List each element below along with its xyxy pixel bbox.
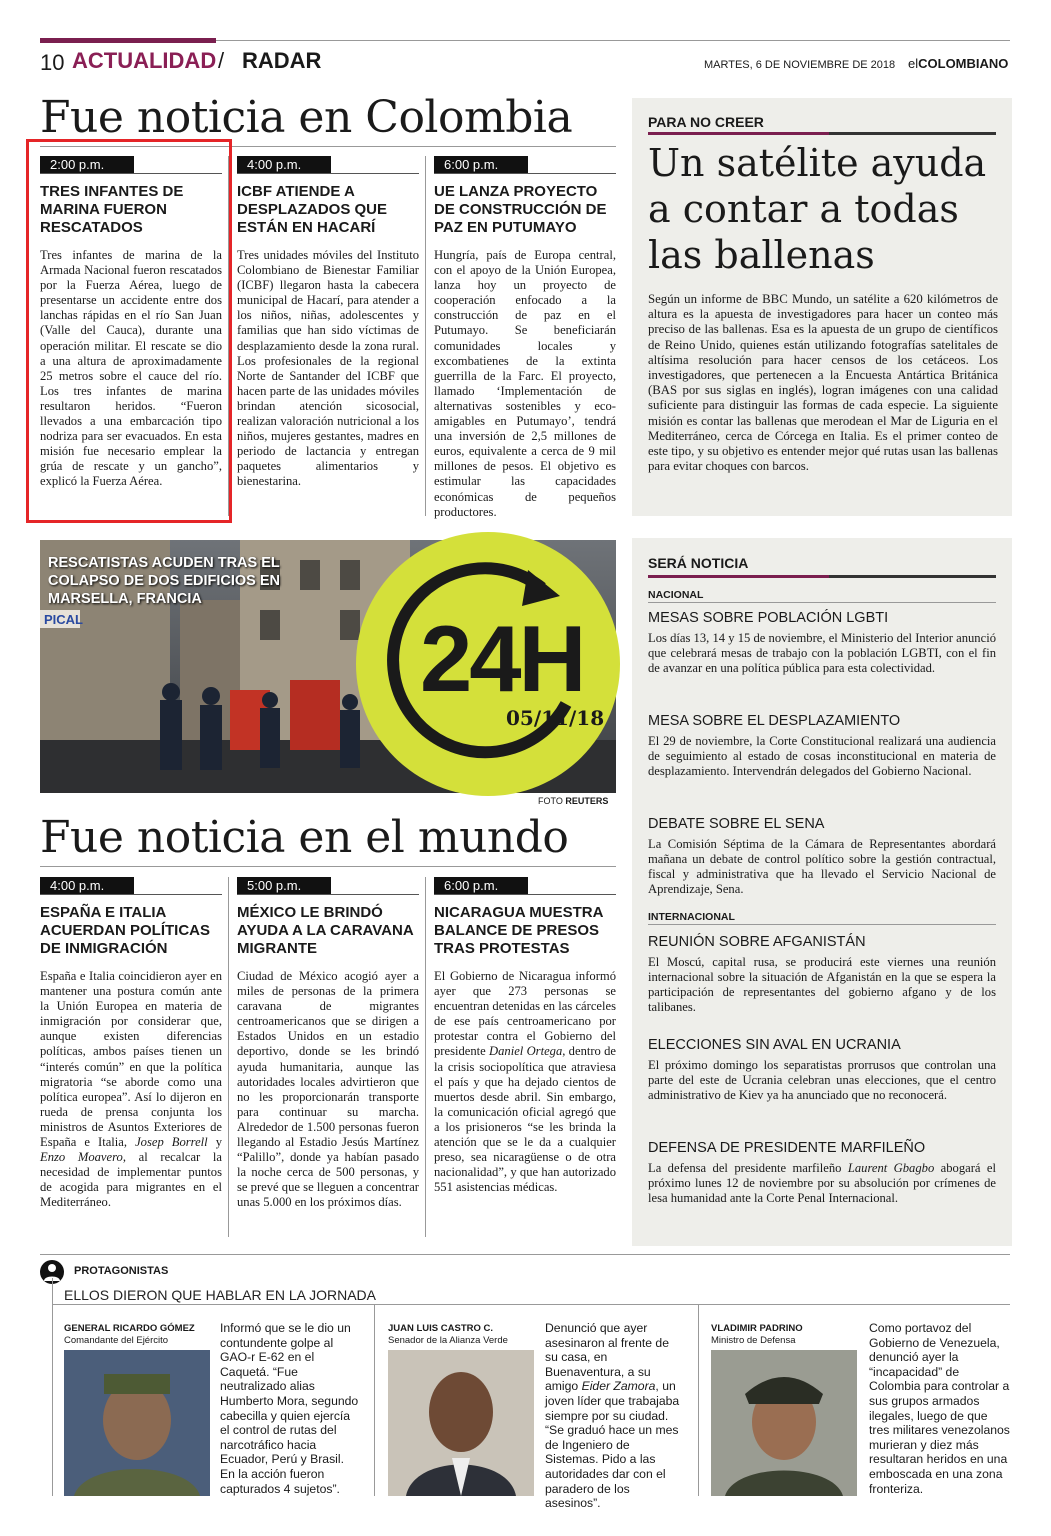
story-body: El Gobierno de Nicaragua informó ayer que 273 personas se encuentran detenidas en las cárceles de ese país centroamericano por protestar contra el Gobierno del presidente Daniel Ortega, dentro de la crisis sociopolítica que atraviesa el país y que ha dejado cientos de muertos desde abril. Sin embargo, la comunicación oficial agregó que a los prisioneros “se les brinda la atención que se le da a cualquier preso, sea nicaragüense o de otra nacionalidad”, y que han autorizado 551 asistencias médicas. <box>434 969 617 1195</box>
column-divider <box>425 156 426 516</box>
story-headline: ICBF ATIENDE A DESPLAZADOS QUE ESTÁN EN HACARÍ <box>237 183 388 236</box>
protagonist-photo <box>711 1350 857 1496</box>
story-body: Tres infantes de marina de la Armada Nacional fueron rescatados por la Fuerza Aérea, luego de presentarse un accidente entre dos lanchas rápidas en el río San Juan (Valle del Cauca), durante una operación militar. El rescate se dio a una altura de aproximadamente 25 metros sobre el cauce del río. Los tres infantes de marina resultaron heridos. “Fueron llevados a una embarcación tipo nodriza para ser evacuados. En esta misión fue necesario emplear la grúa de rescate y un gancho”, explicó la Fuerza Aérea. <box>40 248 222 489</box>
subsection-name: RADAR <box>242 48 322 73</box>
highlight-box <box>26 139 232 523</box>
protagonistas-rule <box>40 1254 1010 1255</box>
panel-label: PARA NO CREER <box>648 114 764 130</box>
protagonist-role: Ministro de Defensa <box>711 1335 796 1346</box>
24h-badge <box>356 528 628 800</box>
story-headline: NICARAGUA MUESTRA BALANCE DE PRESOS TRAS PROTESTAS <box>434 904 603 957</box>
page-number: 10 <box>40 50 65 75</box>
story-time: 4:00 p.m. <box>237 156 331 173</box>
event-headline: MESAS SOBRE POBLACIÓN LGBTI <box>648 610 889 626</box>
panel-label: SERÁ NOTICIA <box>648 555 749 571</box>
photo-caption: RESCATISTAS ACUDEN TRAS EL COLAPSO DE DOS EDIFICIOS EN MARSELLA, FRANCIA <box>48 555 281 607</box>
protagonistas-label: PROTAGONISTAS <box>74 1265 169 1277</box>
panel-rule <box>648 132 996 135</box>
event-body: El 29 de noviembre, la Corte Constitucional realizará una audiencia de seguimiento al estado de cosas inconstitucional en materia de desplazamiento. Intervendrán delegados del Gobierno Nacional. <box>648 734 996 778</box>
newspaper-logo: elCOLOMBIANO <box>908 56 1009 71</box>
story-time: 6:00 p.m. <box>434 877 528 894</box>
protagonist-name: JUAN LUIS CASTRO C. <box>388 1323 494 1334</box>
story-body: España e Italia coincidieron ayer en mantener una postura común ante la Unión Europea en materia de inmigración por considerar que, aunque existen diferencias políticas, ambos países tienen un “interés común” en que la política migratoria “se aborde como una política europea”. Así lo dijeron en rueda de prensa conjunta los ministros de Asuntos Exteriores de España e Italia, Josep Borrell y Enzo Moavero, al recalcar la necesidad de implementar puntos de acogida para migrantes en el Mediterráneo. <box>40 969 223 1210</box>
story-body: Hungría, país de Europa central, con el apoyo de la Unión Europea, lanza hoy un proyecto de cooperación enfocado a la construcción de paz en el Putumayo. Se beneficiarán comunidades locales y excombatienes de la extinta guerrilla de la Farc. El proyecto, llamado ‘Implementación de alternativas sostenibles y eco-amigables en Putumayo’, tendrá una inversión de 2,5 millones de euros, equivalente a cerca de 9 mil millones de pesos. El objetivo es estimular las capacidades económicas de pequeños productores. <box>434 248 616 519</box>
mundo-story-1 <box>40 877 222 1211</box>
story-headline: UE LANZA PROYECTO DE CONSTRUCCIÓN DE PAZ EN PUTUMAYO <box>434 183 607 236</box>
panel-rule <box>648 575 996 578</box>
event-body: El próximo domingo los separatistas prorrusos que controlan una parte del este de Ucrania celebran unas elecciones, que el centro administrativo de Kiev ya ha anunciado que no reconocerá. <box>648 1058 996 1102</box>
event-body: La Comisión Séptima de la Cámara de Representantes abordará mañana un debate de control político sobre la gestión contractual, fiscal y administrativa que ha llevado el Servicio Nacional de Aprendizaje, Sena. <box>648 837 996 896</box>
category-international: INTERNACIONAL <box>648 911 735 923</box>
header-accent-bar <box>40 38 216 43</box>
protagonist-divider <box>698 1304 699 1496</box>
section-separator: / <box>218 48 225 73</box>
shop-sign-text: PICAL <box>44 612 83 627</box>
event-headline: DEFENSA DE PRESIDENTE MARFILEÑO <box>648 1140 926 1156</box>
protagonist-divider <box>374 1304 375 1496</box>
story-time: 5:00 p.m. <box>237 877 331 894</box>
mundo-title-rule <box>40 866 616 867</box>
story-body: Tres unidades móviles del Instituto Colombiano de Bienestar Familiar (ICBF) llegaron hasta la cabecera municipal de Hacarí, para atender a los niños, niñas, adolescentes y familias que han sido víctimas de desplazamiento desde la zona rural. Los profesionales de la regional Norte de Santander del ICBF que hacen parte de las unidades móviles brindan atención sicosocial, realizan valoración nutricional a los niños, mujeres gestantes, madres en periodo de lactancia y entregan paquetes alimentarios y bienestarina. <box>237 248 419 489</box>
badge-label: 24H <box>420 606 584 711</box>
protagonist-role: Senador de la Alianza Verde <box>388 1335 508 1346</box>
colombia-story-3 <box>434 156 616 520</box>
panel-headline: Un satélite ayuda a contar a todas las ballenas <box>648 141 987 277</box>
mundo-story-3 <box>434 877 616 1195</box>
sera-noticia-panel <box>632 538 1012 1246</box>
protagonist-quote: Informó que se le dio un contundente golpe al GAO-r E-62 en el Caquetá. “Fue neutralizado alias Humberto Mora, segundo cabecilla y quien ejercía el control de rutas del narcotráfico hacia Ecuador, Perú y Brasil. En la acción fueron capturados 4 sujetos”. <box>220 1321 359 1496</box>
column-divider <box>425 877 426 1237</box>
protagonist-role: Comandante del Ejército <box>64 1335 169 1346</box>
story-time: 4:00 p.m. <box>40 877 134 894</box>
event-headline: REUNIÓN SOBRE AFGANISTÁN <box>648 934 866 950</box>
category-rule <box>648 924 996 925</box>
para-no-creer-panel <box>632 98 1012 516</box>
mundo-section-title: Fue noticia en el mundo <box>40 812 569 863</box>
colombia-section-title: Fue noticia en Colombia <box>40 92 573 143</box>
protagonistas-sub-rule <box>52 1304 1010 1305</box>
mundo-story-2 <box>237 877 419 1211</box>
column-divider <box>228 877 229 1237</box>
story-headline: ESPAÑA E ITALIA ACUERDAN POLÍTICAS DE INMIGRACIÓN <box>40 904 211 957</box>
event-headline: DEBATE SOBRE EL SENA <box>648 816 825 832</box>
section-name: ACTUALIDAD <box>72 48 217 73</box>
story-body: Ciudad de México acogió ayer a miles de personas de la primera caravana de migrantes centroamericanos que se dirigen a Estados Unidos en un estadio deportivo, donde se les brindó ayuda humanitaria, aunque las autoridades locales advirtieron que no les proporcionarán transporte para continuar su marcha. Alrededor de 1.500 personas fueron llegando al Estadio Jesús Martínez “Palillo”, donde ya habían pasado la noche cerca de 500 personas, y se prevé que se lleguen a concentrar unas 5.000 en los próximos días. <box>237 969 419 1210</box>
story-time: 6:00 p.m. <box>434 156 528 173</box>
story-headline: MÉXICO LE BRINDÓ AYUDA A LA CARAVANA MIGRANTE <box>237 904 414 957</box>
event-headline: ELECCIONES SIN AVAL EN UCRANIA <box>648 1037 901 1053</box>
protagonist-name: VLADIMIR PADRINO <box>711 1323 803 1334</box>
story-headline: TRES INFANTES DE MARINA FUERON RESCATADOS <box>40 183 184 236</box>
category-national: NACIONAL <box>648 589 704 601</box>
issue-date: MARTES, 6 DE NOVIEMBRE DE 2018 <box>704 59 896 71</box>
event-headline: MESA SOBRE EL DESPLAZAMIENTO <box>648 713 901 729</box>
story-time: 2:00 p.m. <box>40 156 134 173</box>
event-body: Los días 13, 14 y 15 de noviembre, el Ministerio del Interior anunció que celebrará mesas de trabajo con la población LGBTI, con el fin de avanzar en una política pública para esta colectividad. <box>648 631 996 675</box>
category-rule <box>648 602 996 603</box>
protagonist-name: GENERAL RICARDO GÓMEZ <box>64 1323 195 1334</box>
event-body: La defensa del presidente marfileño Laurent Gbagbo abogará el próximo lunes 12 de noviembre por su absolución por crímenes de lesa humanidad ante la Corte Penal Internacional. <box>648 1161 996 1205</box>
photo-credit: FOTO REUTERS <box>538 796 609 806</box>
protagonist-photo <box>64 1350 210 1496</box>
badge-date: 05/11/18 <box>506 706 605 730</box>
event-body: El Moscú, capital rusa, se producirá este viernes una reunión internacional sobre la situación de Afganistán en la que se espera la participación de representantes del gobierno afgano y de los talibanes. <box>648 955 996 1014</box>
protagonistas-left-rule <box>52 1278 53 1496</box>
protagonist-photo <box>388 1350 534 1496</box>
protagonistas-subtitle: ELLOS DIERON QUE HABLAR EN LA JORNADA <box>64 1287 376 1303</box>
protagonist-quote: Como portavoz del Gobierno de Venezuela, denunció ayer la “incapacidad” de Colombia para controlar a sus grupos armados ilegales, luego de que tres militares venezolanos murieran y diez más resultaran heridos en una emboscada en una zona fronteriza. <box>869 1321 1010 1496</box>
colombia-story-2 <box>237 156 419 490</box>
protagonist-quote: Denunció que ayer asesinaron al frente de su casa, en Buenaventura, a su amigo Eider Zamora, un joven líder que trabajaba siempre por su ciudad. “Se graduó hace un mes de Ingeniero de Sistemas. Pido a las autoridades dar con el paradero de los asesinos”. <box>545 1321 680 1511</box>
panel-body: Según un informe de BBC Mundo, un satélite a 620 kilómetros de altura es la apuesta de investigadores para hacer un conteo más preciso de las ballenas. Esa es la apuesta de un grupo de científicos de Reino Unido, quienes están utilizando fotografías satelitales de altísima resolución para hacer censos de los cetáceos. Los investigadores, que pertenecen a la Encuesta Antártica Británica (BAS por sus siglas en inglés), logran imágenes con una calidad suficiente para distinguir las formas de cada especie. La siguiente misión es contar las ballenas que merodean el Mar de Liguria en el Mediterráneo, cerca de Córcega en Italia. Es el primer conteo de este tipo, y su objetivo es entender mejor qué rutas usan las ballenas para evitar choques con barcos. <box>648 292 998 474</box>
